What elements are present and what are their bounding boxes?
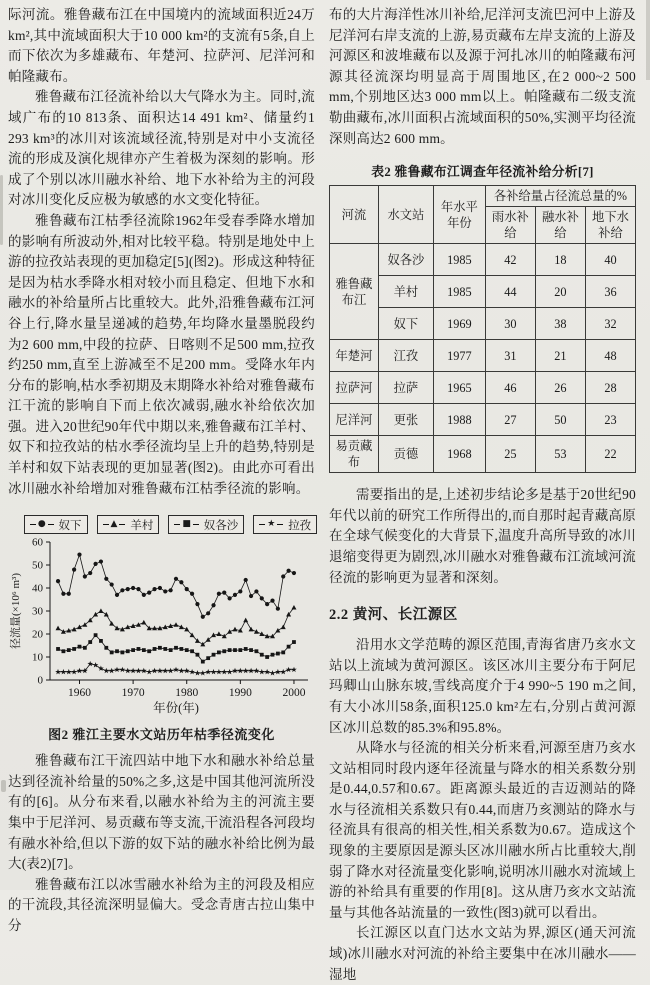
col-header-year-line2: 年份 [447,215,472,230]
col-header-melt: 融水补给 [535,207,585,244]
legend-item-circle [24,515,88,534]
col-header-year-line1: 年水平 [440,199,478,214]
cell-groundwater: 28 [585,372,635,404]
col-header-river: 河流 [330,186,379,244]
svg-text:30: 30 [32,605,43,618]
paragraph: 需要指出的是,上述初步结论多是基于20世纪90年代以前的研究工作所得出的,而自那时起青藏高原在全球气候变化的大背景下,温度升高所导致的冰川退缩变得更为剧烈,冰川融水对雅鲁藏布江流域河流径流的影响更为显著和深刻。 [329,487,636,585]
cell-year: 1988 [433,404,485,436]
circle-marker-icon: ● [37,519,46,530]
legend-item-square [168,515,244,534]
col-header-year [433,186,485,244]
svg-text:10: 10 [32,651,43,664]
cell-station: 羊村 [378,276,433,308]
cell-station: 拉萨 [378,372,433,404]
cell-melt: 18 [535,244,585,276]
cell-melt: 53 [535,436,585,473]
runoff-supply-table [329,185,636,473]
star-marker-icon: ★ [267,519,276,530]
col-header-station: 水文站 [378,186,433,244]
cell-river: 易贡藏布 [330,436,379,473]
cell-rain: 27 [485,404,535,436]
table-row [330,436,636,473]
legend-label: 奴下 [55,519,82,532]
svg-text:1970: 1970 [121,687,145,700]
svg-text:20: 20 [32,628,43,641]
cell-rain: 44 [485,276,535,308]
col-header-group: 各补给量占径流总量的% [485,186,635,207]
cell-melt: 21 [535,340,585,372]
svg-text:1990: 1990 [228,687,252,700]
figure-caption: 图2 雅江主要水文站历年枯季径流变化 [48,727,275,743]
cell-rain: 46 [485,372,535,404]
svg-text:40: 40 [32,582,43,595]
paragraph: 从降水与径流的相关分析来看,河源至唐乃亥水文站相同时段内逐年径流量与降水的相关系数分别是0.44,0.57和0.67。距离源头最近的吉迈测站的降水与径流相关系数只有0.44,而唐乃亥测站的降水与径流具有很高的相关性,相关系数为0.67。造成这个现象的主要原因是源头区冰川融水所占比重较大,削弱了降水对径流量变化影响,说明冰川融水对流域上游的补给具有重要的作用[8]。这从唐乃亥水文站流量与其他各站流量的一致性(图3)就可以看出。 [329,740,636,920]
square-marker-icon: ■ [182,519,191,530]
cell-melt: 50 [535,404,585,436]
legend-label: 羊村 [127,519,154,532]
svg-text:0: 0 [37,674,43,687]
right-column [329,5,636,985]
cell-year: 1985 [433,276,485,308]
cell-groundwater: 40 [585,244,635,276]
svg-text:年份(年): 年份(年) [153,701,199,716]
cell-groundwater: 32 [585,308,635,340]
table-row [330,404,636,436]
paragraph: 际河流。雅鲁藏布江在中国境内的流域面积近24万km²,其中流域面积大于10 000 km²的支流有5条,自上而下依次为多雄藏布、年楚河、拉萨河、尼洋河和帕隆藏布。 [8,7,315,84]
table-row [330,372,636,404]
runoff-line-chart [8,536,310,716]
cell-melt: 38 [535,308,585,340]
figure-2 [8,515,315,743]
table-header [330,186,636,244]
cell-year: 1965 [433,372,485,404]
cell-river: 拉萨河 [330,372,379,404]
cell-rain: 31 [485,340,535,372]
cell-station: 贡德 [378,436,433,473]
paragraph: 雅鲁藏布江径流补给以大气降水为主。同时,流域广布的10 813条、面积达14 491 km²、储量约1 293 km³的冰川对该流域径流,特别是对中小支流径流的形成及演化规律亦产生着极为深刻的影响。形成了个别以冰川融水补给、地下水补给为主的河段对冰川变化反应极为敏感的水文变化特征。 [8,89,315,208]
cell-rain: 30 [485,308,535,340]
cell-groundwater: 36 [585,276,635,308]
cell-melt: 26 [535,372,585,404]
chart-legend [26,515,315,534]
cell-station: 奴各沙 [378,244,433,276]
cell-melt: 20 [535,276,585,308]
cell-groundwater: 22 [585,436,635,473]
cell-year: 1985 [433,244,485,276]
table-row [330,244,636,276]
paragraph: 雅鲁藏布江以冰雪融水补给为主的河段及相应的干流段,其径流深明显偏大。受念青唐古拉山集中分 [8,876,315,933]
legend-label: 拉孜 [285,519,312,532]
svg-text:50: 50 [32,559,43,572]
cell-rain: 42 [485,244,535,276]
cell-station: 奴下 [378,308,433,340]
svg-text:2000: 2000 [282,687,306,700]
table-2-block [329,161,636,473]
cell-year: 1969 [433,308,485,340]
triangle-marker-icon: ▲ [110,519,118,530]
cell-river: 年楚河 [330,340,379,372]
cell-groundwater: 48 [585,340,635,372]
cell-groundwater: 23 [585,404,635,436]
cell-year: 1977 [433,340,485,372]
svg-text:1980: 1980 [175,687,199,700]
cell-river: 雅鲁藏布江 [330,244,379,340]
cell-river: 尼洋河 [330,404,379,436]
table-row [330,340,636,372]
paragraph: 雅鲁藏布江枯季径流除1962年受春季降水增加的影响有所波动外,相对比较平稳。特别是地处中上游的拉孜站表现的更加稳定[5](图2)。形成这种特征是因为枯水季降水相对较小而且稳定、但地下水和融水的补给量所占比重较大。此外,沿雅鲁藏布江河谷上行,降水量呈递减的趋势,年均降水量墨脱段约为2 600 mm,中段的拉萨、日喀则不足500 mm,拉孜约250 mm,直至上游减至不足200 mm。受降水年内分布的影响,枯水季初期及末期降水补给对雅鲁藏布江干流的影响自下而上依次减弱,融水补给依次加强。进入20世纪90年代中期以来,雅鲁藏布江羊村、奴下和拉孜站的枯水季径流均呈上升的趋势,特别是羊村和奴下站表现的更加显著(图2)。由此亦可看出冰川融水补给增加对雅鲁藏布江枯季径流的影响。 [8,212,315,496]
svg-text:径流量(×10⁶ m³): 径流量(×10⁶ m³) [10,573,22,650]
legend-label: 奴各沙 [200,519,239,532]
col-header-rain: 雨水补给 [485,207,535,244]
paragraph: 布的大片海洋性冰川补给,尼洋河支流巴河中上游及尼洋河右岸支流的上游,易贡藏布左岸支流的上游及河源区和波堆藏布以及源于河扎冰川的帕隆藏布河源其径流深均明显高于周围地区,在2 000~2 500 mm,个别地区达3 000 mm以上。帕隆藏布二级支流勒曲藏布,冰川面积占流域面积的50%,实测平均径流深则高达2 600 mm。 [329,7,636,146]
cell-year: 1968 [433,436,485,473]
paragraph: 雅鲁藏布江干流四站中地下水和融水补给总量达到径流补给量的50%之多,这是中国其他河流所没有的[6]。从分布来看,以融水补给为主的河流主要集中于尼洋河、易贡藏布等支流,干流沿程各河段均有融水补给,但以下游的奴下站的融水补给比例为最大(表2)[7]。 [8,753,315,872]
cell-rain: 25 [485,436,535,473]
section-heading-2-2: 2.2 黄河、长江源区 [329,607,458,624]
cell-station: 江孜 [378,340,433,372]
legend-item-star [253,515,317,534]
col-header-groundwater: 地下水补给 [585,207,635,244]
paragraph: 沿用水文学范畴的源区范围,青海省唐乃亥水文站以上流域为黄河源区。该区冰川主要分布于阿尼玛卿山山脉东坡,雪线高度介于4 990~5 190 m之间,有大小冰川58条,面积125.0 km²左右,分别占黄河源区冰川总数的85.3%和95.8%。 [329,637,636,735]
table-title: 表2 雅鲁藏布江调查年径流补给分析[7] [371,165,594,180]
paragraph: 长江源区以直门达水文站为界,源区(通天河流域)冰川融水对河流的补给主要集中在冰川融水——湿地 [329,925,636,982]
legend-item-triangle [97,515,160,534]
svg-text:60: 60 [32,536,43,549]
left-column [8,5,315,985]
svg-text:1960: 1960 [67,687,91,700]
cell-station: 更张 [378,404,433,436]
table-body [330,244,636,473]
